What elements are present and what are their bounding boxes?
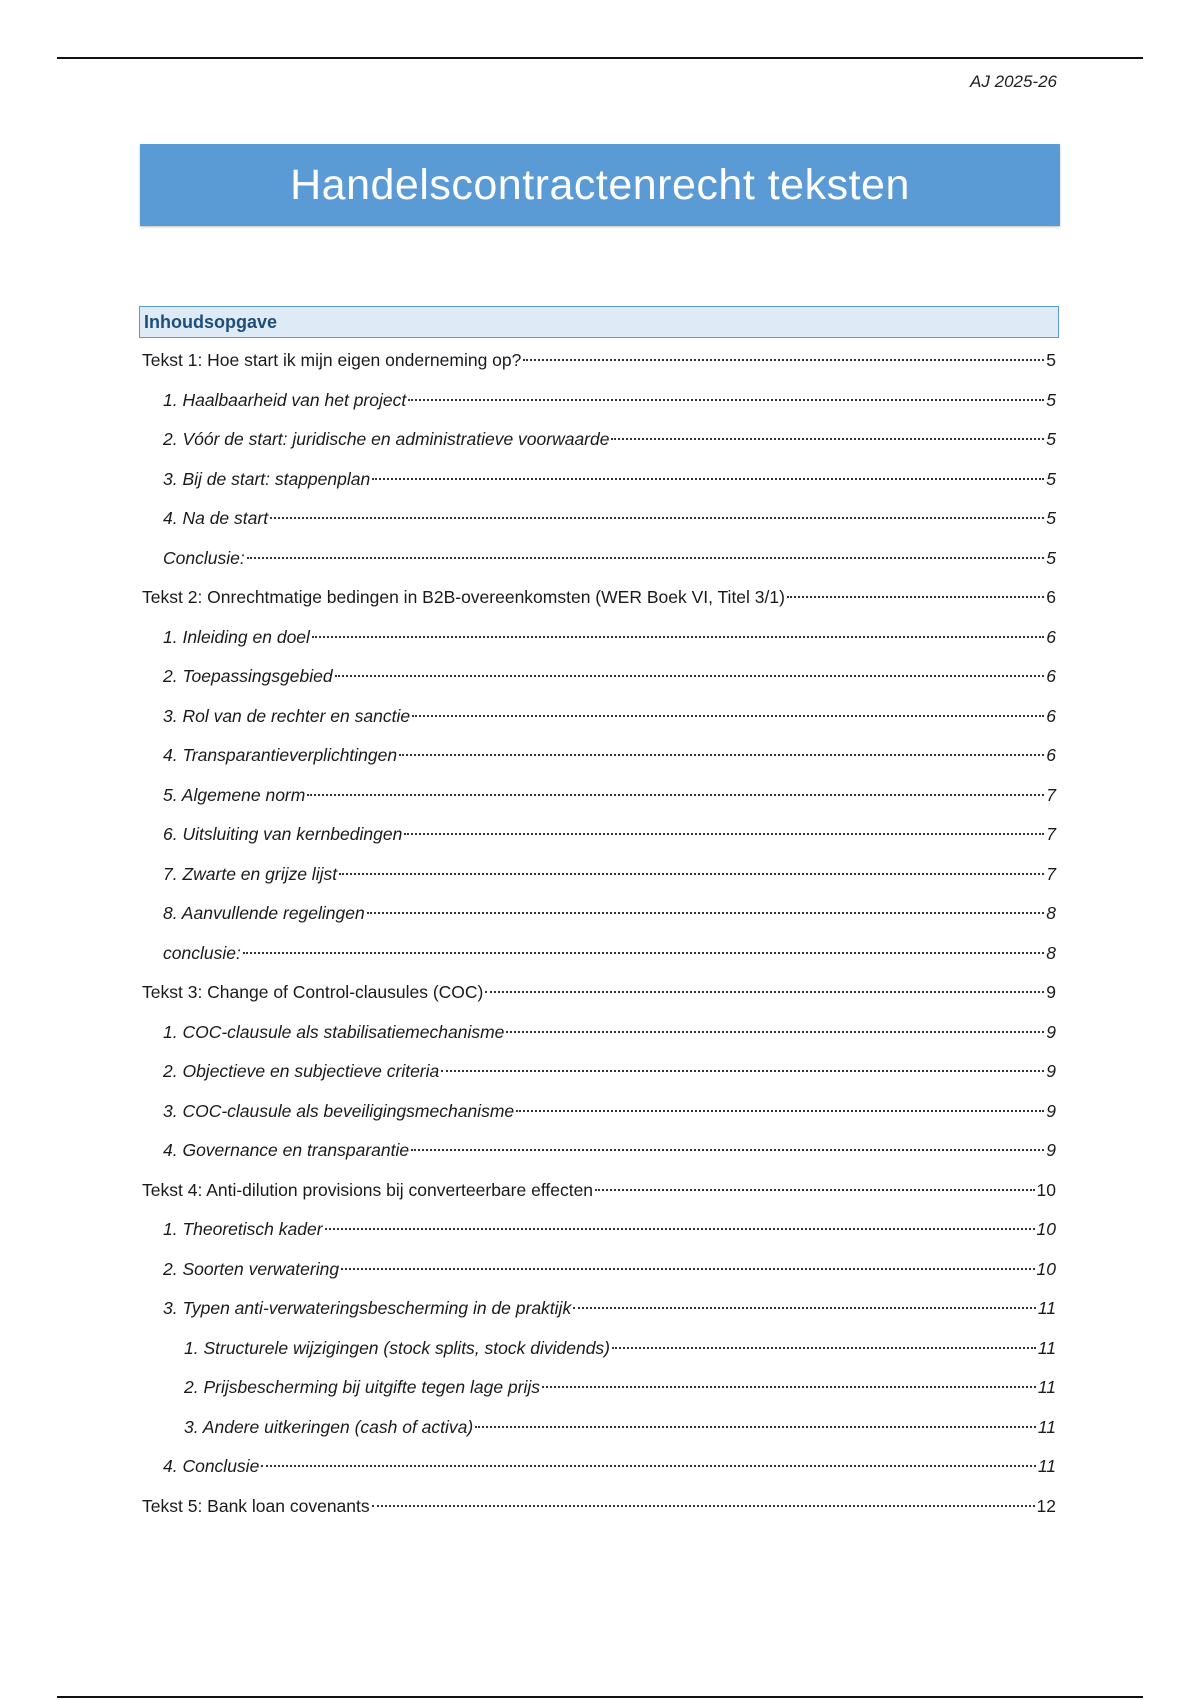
toc-leader-dots <box>408 399 1044 401</box>
toc-entry[interactable] <box>142 1013 1056 1053</box>
toc-entry[interactable] <box>142 973 1056 1013</box>
toc-entry[interactable] <box>142 539 1056 579</box>
toc-entry[interactable] <box>142 697 1056 737</box>
toc-entry-title: 8. Aanvullende regelingen <box>163 903 365 923</box>
toc-entry-page: 6 <box>1046 705 1056 726</box>
toc-entry[interactable] <box>142 815 1056 855</box>
toc-entry-page: 11 <box>1037 1298 1056 1318</box>
toc-entry-page: 6 <box>1046 626 1056 647</box>
toc-entry-page: 7 <box>1046 784 1056 805</box>
toc-entry-title: 2. Toepassingsgebied <box>163 666 333 686</box>
toc-entry-title: 4. Transparantieverplichtingen <box>163 745 398 765</box>
toc-heading: Inhoudsopgave <box>139 306 1059 338</box>
toc-leader-dots <box>787 596 1044 598</box>
toc-entry-title: 1. Inleiding en doel <box>163 626 310 647</box>
toc-leader-dots <box>339 873 1044 875</box>
toc-leader-dots <box>404 833 1044 835</box>
toc-leader-dots <box>441 1070 1044 1072</box>
toc-leader-dots <box>243 952 1044 954</box>
toc-entry[interactable] <box>142 1368 1056 1408</box>
toc-leader-dots <box>270 517 1044 519</box>
toc-entry-page: 11 <box>1037 1416 1056 1437</box>
toc-entry-title: 1. Theoretisch kader <box>163 1219 323 1239</box>
toc-leader-dots <box>367 912 1045 914</box>
toc-entry-page: 11 <box>1037 1337 1056 1358</box>
toc-entry-title: Tekst 2: Onrechtmatige bedingen in B2B-overeenkomsten (WER Boek VI, Titel 3/1) <box>142 587 785 607</box>
toc-entry[interactable] <box>142 341 1056 381</box>
toc-entry[interactable] <box>142 1289 1056 1329</box>
toc-entry-title: 3. Rol van de rechter en sanctie <box>163 705 411 726</box>
toc-entry-title: 4. Na de start <box>163 508 269 528</box>
toc-entry-title: 2. Objectieve en subjectieve criteria <box>163 1061 440 1081</box>
toc-entry-title: 2. Prijsbescherming bij uitgifte tegen lage prijs <box>184 1377 541 1397</box>
toc-entry[interactable] <box>142 381 1056 421</box>
toc-entry[interactable] <box>142 499 1056 539</box>
toc-entry-page: 11 <box>1037 1377 1056 1397</box>
toc-entry-title: 6. Uitsluiting van kernbedingen <box>163 824 403 844</box>
toc-leader-dots <box>412 715 1044 717</box>
toc-leader-dots <box>611 438 1044 440</box>
toc-leader-dots <box>485 991 1044 993</box>
toc-leader-dots <box>335 675 1045 677</box>
toc-entry-page: 5 <box>1046 468 1056 489</box>
toc-entry[interactable] <box>142 1092 1056 1132</box>
header-year: AJ 2025-26 <box>970 72 1057 91</box>
toc-entry-title: Tekst 1: Hoe start ik mijn eigen onderneming op? <box>142 350 522 370</box>
toc-entry-page: 9 <box>1046 982 1056 1002</box>
toc-entry-page: 7 <box>1046 824 1056 844</box>
toc-entry-page: 9 <box>1046 1140 1056 1160</box>
toc-leader-dots <box>411 1149 1044 1151</box>
toc-entry-page: 9 <box>1046 1061 1056 1081</box>
document-title: Handelscontractenrecht teksten <box>140 144 1060 226</box>
toc-entry[interactable] <box>142 894 1056 934</box>
toc-entry[interactable] <box>142 657 1056 697</box>
toc-entry[interactable] <box>142 1329 1056 1369</box>
toc-entry[interactable] <box>142 578 1056 618</box>
toc-entry-title: 3. Andere uitkeringen (cash of activa) <box>184 1416 474 1437</box>
toc-entry[interactable] <box>142 855 1056 895</box>
toc-entry-page: 9 <box>1046 1021 1056 1042</box>
toc-entry-title: 2. Soorten verwatering <box>163 1258 340 1279</box>
toc-entry-page: 6 <box>1046 745 1056 765</box>
toc-entry-title: Conclusie: <box>163 547 245 568</box>
toc-entry[interactable] <box>142 1171 1056 1211</box>
toc-entry-title: 2. Vóór de start: juridische en administratieve voorwaarde <box>163 429 610 449</box>
toc-entry[interactable] <box>142 618 1056 658</box>
toc-leader-dots <box>506 1031 1044 1033</box>
toc-entry-page: 9 <box>1046 1100 1056 1121</box>
toc-entry-title: 3. COC-clausule als beveiligingsmechanisme <box>163 1100 515 1121</box>
toc-leader-dots <box>612 1347 1036 1349</box>
toc-entry[interactable] <box>142 1052 1056 1092</box>
toc-entry-title: 5. Algemene norm <box>163 784 306 805</box>
toc-leader-dots <box>523 359 1044 361</box>
toc-entry-page: 5 <box>1046 350 1056 370</box>
toc-entry-title: 1. Haalbaarheid van het project <box>163 389 407 410</box>
toc-entry[interactable] <box>142 1447 1056 1487</box>
toc-leader-dots <box>261 1465 1036 1467</box>
toc-entry[interactable] <box>142 934 1056 974</box>
toc-entry-title: conclusie: <box>163 942 241 963</box>
table-of-contents <box>142 341 1056 1526</box>
toc-leader-dots <box>312 636 1044 638</box>
toc-leader-dots <box>307 794 1044 796</box>
toc-entry-title: 3. Bij de start: stappenplan <box>163 468 371 489</box>
toc-entry-title: 7. Zwarte en grijze lijst <box>163 863 338 884</box>
toc-entry-title: 1. Structurele wijzigingen (stock splits, stock dividends) <box>184 1337 611 1358</box>
toc-entry-title: 1. COC-clausule als stabilisatiemechanisme <box>163 1021 505 1042</box>
toc-entry-page: 5 <box>1046 508 1056 528</box>
toc-entry-title: 4. Conclusie <box>163 1456 260 1476</box>
toc-entry-page: 6 <box>1046 666 1056 686</box>
toc-leader-dots <box>372 478 1044 480</box>
toc-entry-title: 3. Typen anti-verwateringsbescherming in de praktijk <box>163 1298 572 1318</box>
toc-entry[interactable] <box>142 1487 1056 1527</box>
toc-leader-dots <box>341 1268 1034 1270</box>
toc-entry-page: 6 <box>1046 587 1056 607</box>
toc-leader-dots <box>475 1426 1036 1428</box>
toc-entry-page: 5 <box>1046 429 1056 449</box>
toc-leader-dots <box>595 1189 1034 1191</box>
toc-entry[interactable] <box>142 420 1056 460</box>
toc-entry-title: Tekst 4: Anti-dilution provisions bij converteerbare effecten <box>142 1179 594 1200</box>
toc-entry-page: 8 <box>1046 942 1056 963</box>
toc-entry[interactable] <box>142 736 1056 776</box>
top-rule <box>57 57 1143 59</box>
toc-leader-dots <box>247 557 1045 559</box>
toc-entry[interactable] <box>142 1250 1056 1290</box>
toc-leader-dots <box>542 1386 1036 1388</box>
toc-entry-page: 11 <box>1037 1456 1056 1476</box>
toc-entry[interactable] <box>142 1131 1056 1171</box>
toc-entry-page: 5 <box>1046 389 1056 410</box>
toc-entry-page: 8 <box>1046 903 1056 923</box>
toc-entry-page: 12 <box>1036 1495 1056 1516</box>
toc-entry[interactable] <box>142 776 1056 816</box>
toc-leader-dots <box>399 754 1044 756</box>
toc-entry[interactable] <box>142 1210 1056 1250</box>
toc-leader-dots <box>573 1307 1036 1309</box>
toc-entry-page: 10 <box>1036 1258 1056 1279</box>
toc-entry-title: Tekst 5: Bank loan covenants <box>142 1495 370 1516</box>
toc-entry-page: 5 <box>1046 547 1056 568</box>
toc-entry[interactable] <box>142 1408 1056 1448</box>
toc-entry-title: 4. Governance en transparantie <box>163 1140 410 1160</box>
toc-leader-dots <box>516 1110 1044 1112</box>
toc-leader-dots <box>372 1505 1035 1507</box>
toc-entry-page: 10 <box>1036 1179 1056 1200</box>
toc-entry-page: 7 <box>1046 863 1056 884</box>
toc-entry-title: Tekst 3: Change of Control-clausules (COC) <box>142 982 484 1002</box>
toc-leader-dots <box>325 1228 1035 1230</box>
toc-entry[interactable] <box>142 460 1056 500</box>
bottom-rule <box>57 1696 1143 1698</box>
toc-entry-page: 10 <box>1036 1219 1056 1239</box>
